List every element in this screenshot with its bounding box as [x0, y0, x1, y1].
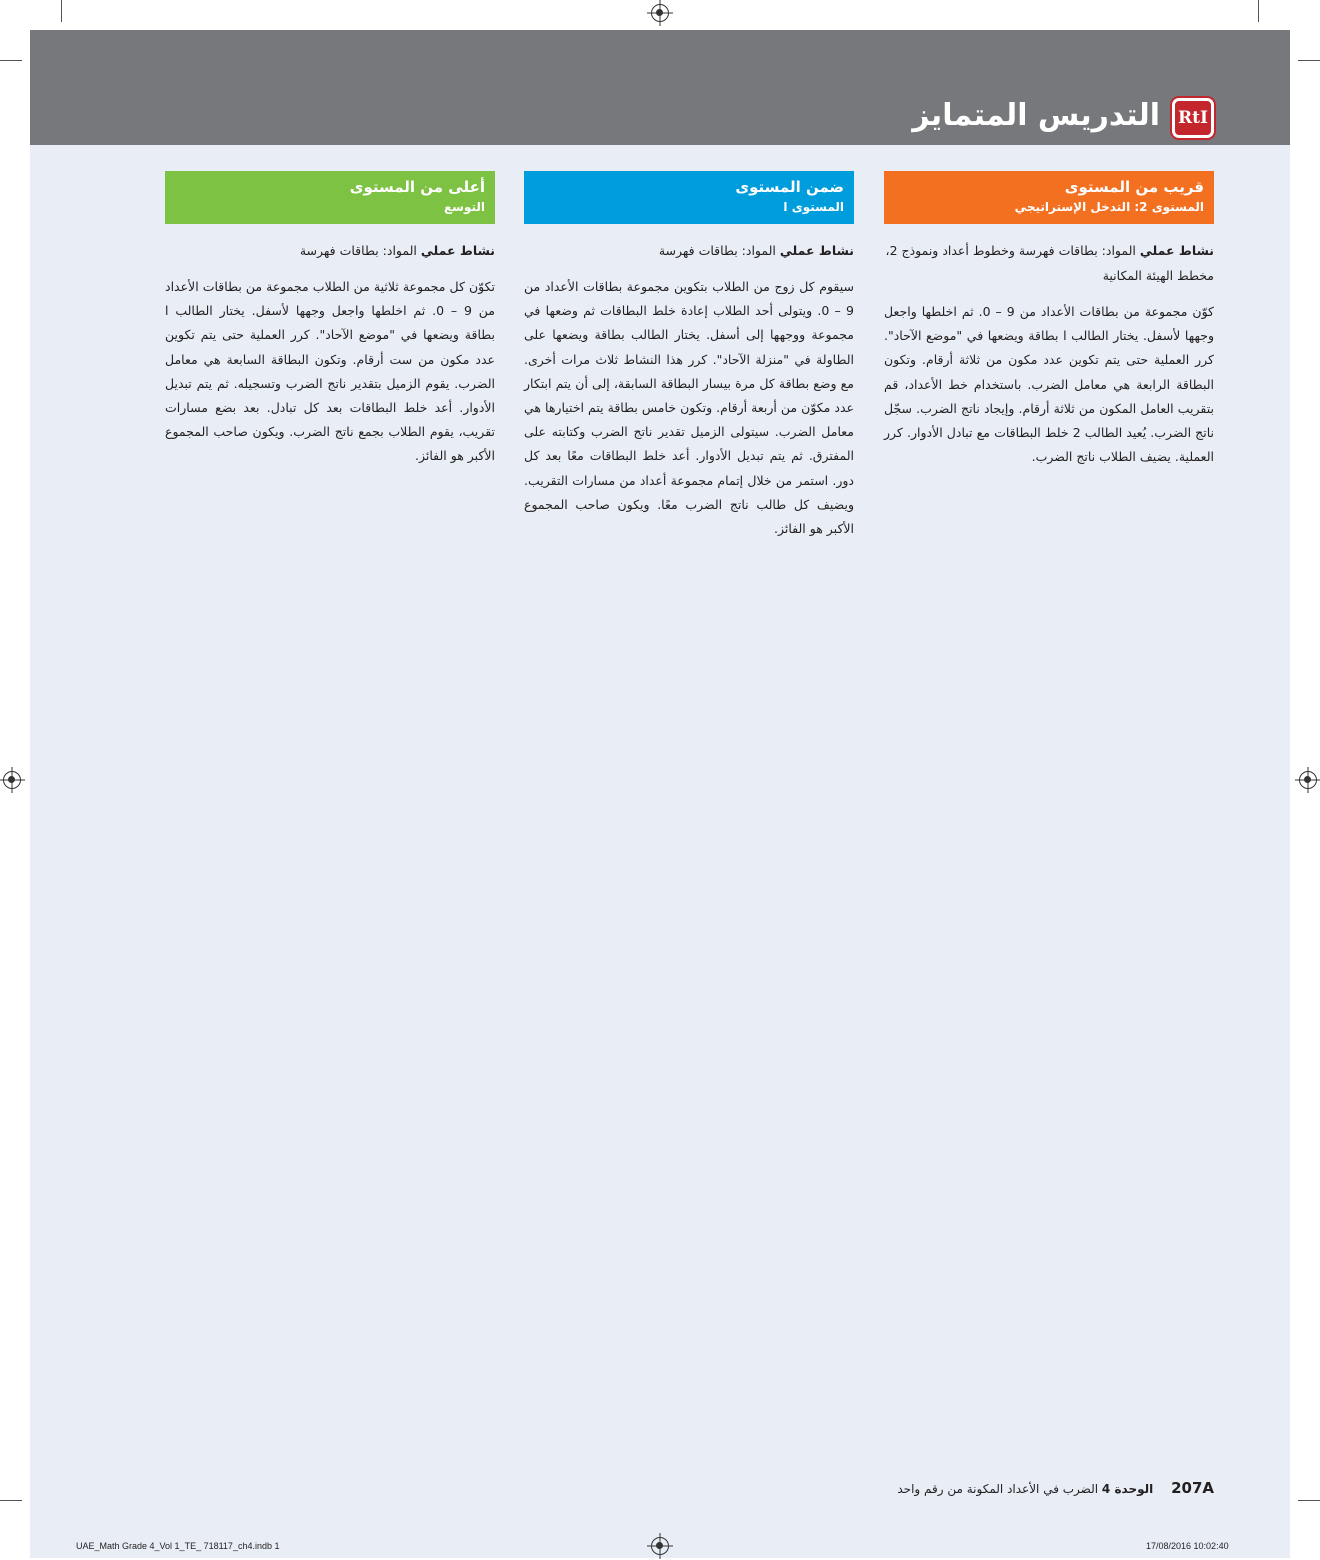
- column-approaching-level: [884, 171, 1214, 469]
- column-beyond-level: [165, 171, 495, 469]
- page-footer: [897, 1479, 1214, 1497]
- activity-materials: المواد: بطاقات فهرسة: [299, 243, 417, 258]
- crop-mark: [0, 1500, 22, 1501]
- activity-label: نشاط عملي: [779, 243, 854, 258]
- rti-badge-icon: RtI: [1172, 98, 1214, 138]
- column-header: [524, 171, 854, 224]
- crop-mark: [1298, 60, 1320, 61]
- print-slug-file: UAE_Math Grade 4_Vol 1_TE_ 718117_ch4.indb 1: [76, 1541, 280, 1551]
- column-header: [165, 171, 495, 224]
- column-subheading: التوسع: [443, 200, 485, 214]
- activity-line: [165, 238, 495, 263]
- page: [30, 30, 1290, 1558]
- crop-mark: [61, 0, 62, 22]
- column-on-level: [524, 171, 854, 541]
- unit-label: الوحدة 4: [1101, 1482, 1154, 1496]
- crop-mark: [1258, 0, 1259, 22]
- activity-line: [524, 238, 854, 263]
- activity-line: [884, 238, 1214, 288]
- registration-mark-icon: [3, 771, 21, 789]
- activity-label: نشاط عملي: [1139, 243, 1214, 258]
- activity-materials: المواد: بطاقات فهرسة: [658, 243, 776, 258]
- activity-description: تكوّن كل مجموعة ثلاثية من الطلاب مجموعة من بطاقات الأعداد من 9 – 0. ثم اخلطها واجعل وجهها لأسفل. يختار الطالب ا بطاقة ويضعها في "موضع الآحاد". كرر العملية حتى يتم تكوين عدد مكون من ست أرقام. وتكون البطاقة السابعة هي معامل الضرب. يقوم الزميل بتقدير ناتج الضرب وتسجيله. ثم يتم تبديل الأدوار. أعد خلط البطاقات بعد كل تبادل. بعد بضع مسارات تقريب، يقوم الطلاب بجمع ناتج الضرب. ويكون صاحب المجموع الأكبر هو الفائز.: [165, 279, 496, 464]
- crop-mark: [0, 60, 22, 61]
- activity-description: سيقوم كل زوج من الطلاب بتكوين مجموعة بطاقات الأعداد من 9 – 0. ويتولى أحد الطلاب إعادة خلط البطاقات ثم وضعها في مجموعة ووجهها إلى أسفل. يختار الطالب بطاقة ويضعها على الطاولة في "منزلة الآحاد". كرر هذا النشاط ثلاث مرات أخرى. مع وضع بطاقة كل مرة بيسار البطاقة السابقة، إلى أن يتم ابتكار عدد مكوّن من أربعة أرقام. وتكون خامس بطاقة يتم اختيارها هي معامل الضرب. سيتولى الزميل تقدير ناتج الضرب وكتابته على المفترق. ثم يتم تبديل الأدوار. أعد خلط البطاقات معًا بعد كل دور. استمر من خلال إتمام مجموعة أعداد من مسارات التقريب. ويضيف كل طالب ناتج الضرب معًا. ويكون صاحب المجموع الأكبر هو الفائز.: [524, 279, 854, 537]
- activity-label: نشاط عملي: [420, 243, 495, 258]
- column-heading: أعلى من المستوى: [349, 178, 485, 196]
- registration-mark-icon: [651, 1537, 669, 1555]
- print-slug-datetime: 17/08/2016 10:02:40: [1146, 1541, 1229, 1551]
- column-heading: ضمن المستوى: [735, 178, 844, 196]
- registration-mark-icon: [1299, 771, 1317, 789]
- column-subheading: المستوى ا: [783, 200, 844, 214]
- column-subheading: المستوى 2: التدخل الإستراتيجي: [1014, 200, 1204, 214]
- unit-title: الضرب في الأعداد المكونة من رقم واحد: [897, 1482, 1099, 1496]
- registration-mark-icon: [651, 4, 669, 22]
- activity-materials: المواد: بطاقات فهرسة وخطوط أعداد ونموذج 2، مخطط الهيئة المكانية: [885, 243, 1214, 283]
- page-title: التدريس المتمايز: [912, 98, 1160, 133]
- crop-mark: [1298, 1500, 1320, 1501]
- activity-description: كوّن مجموعة من بطاقات الأعداد من 9 – 0. ثم اخلطها واجعل وجهها لأسفل. يختار الطالب ا بطاقة ويضعها في "موضع الآحاد". كرر العملية حتى يتم تكوين عدد مكون من ثلاثة أرقام. وتكون البطاقة الرابعة هي معامل الضرب. باستخدام خط الأعداد، قم بتقريب العامل المكون من ثلاثة أرقام. وإيجاد ناتج الضرب. سجّل ناتج الضرب. يُعيد الطالب 2 خلط البطاقات مع تبادل الأدوار. كرر العملية. يضيف الطلاب ناتج الضرب.: [884, 304, 1214, 465]
- header-banner: [30, 30, 1290, 145]
- column-heading: قريب من المستوى: [1064, 178, 1204, 196]
- page-number: 207A: [1171, 1479, 1214, 1497]
- column-header: [884, 171, 1214, 224]
